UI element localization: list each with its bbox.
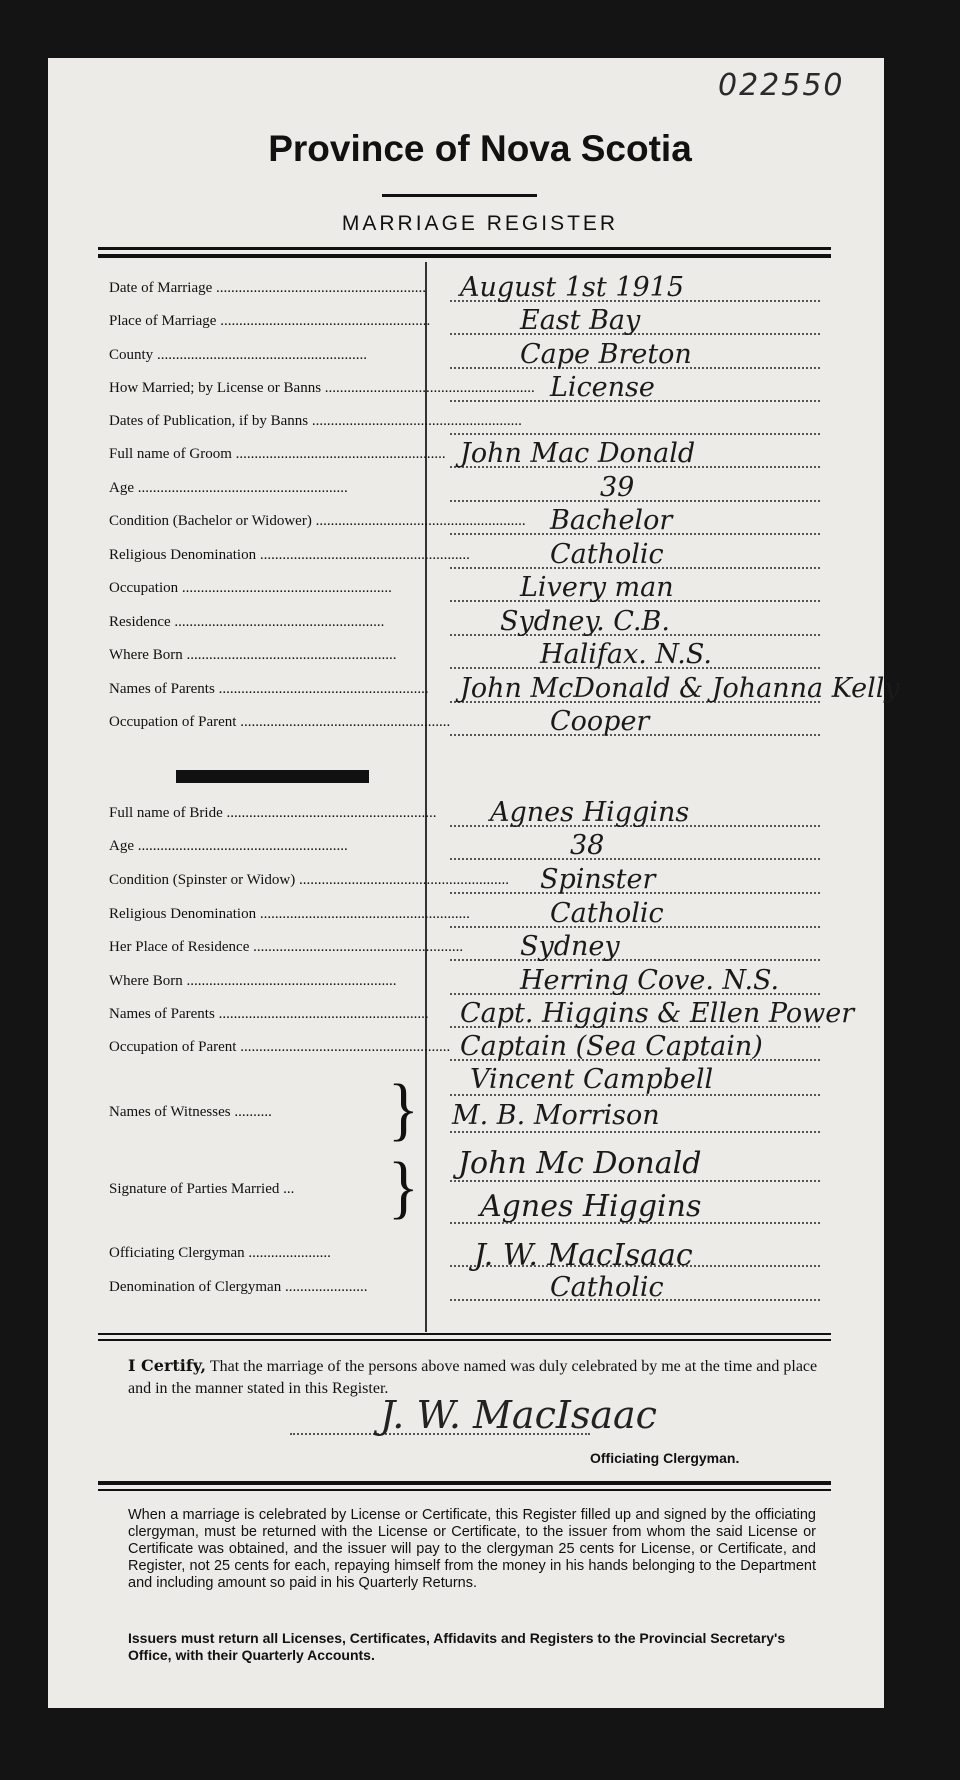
bride-signature: Agnes Higgins xyxy=(480,1189,702,1224)
field-label-text: County xyxy=(109,347,154,363)
parties-brace: } xyxy=(388,1147,419,1226)
witness-2-value: M. B. Morrison xyxy=(452,1100,660,1131)
field-label-text: Age xyxy=(109,838,134,854)
field-label-text: Condition (Bachelor or Widower) xyxy=(109,513,312,529)
field-label-text: Dates of Publication, if by Banns xyxy=(109,413,309,429)
field-label: Occupation ........................................................ xyxy=(109,580,392,596)
field-label: Dates of Publication, if by Banns ........................................................ xyxy=(109,413,522,429)
footer-rule-top xyxy=(98,1481,831,1485)
field-label: Age ........................................................ xyxy=(109,480,348,496)
certify-body: That the marriage of the persons above named was duly celebrated by me at the time and place and in the manner stated in this Register. xyxy=(128,1358,818,1397)
field-label-text: Place of Marriage xyxy=(109,313,217,329)
officiating-clergyman-label: Officiating Clergyman ...................... xyxy=(109,1245,331,1261)
field-label: Place of Marriage ........................................................ xyxy=(109,313,431,329)
field-value: Sydney xyxy=(520,931,620,962)
field-label-text: Religious Denomination xyxy=(109,547,257,563)
field-label-text: Names of Parents xyxy=(109,681,215,697)
field-value: Cooper xyxy=(550,706,650,737)
field-label: Names of Parents ........................................................ xyxy=(109,681,429,697)
field-value: East Bay xyxy=(520,305,641,336)
footer-rule-bottom xyxy=(98,1489,831,1491)
field-value: John Mac Donald xyxy=(460,438,696,469)
field-value: Cape Breton xyxy=(520,339,692,370)
issuers-notice: Issuers must return all Licenses, Certificates, Affidavits and Registers to the Provincial Secretary's Office, with their Quarterly Accounts. xyxy=(128,1630,786,1663)
field-value: License xyxy=(550,372,655,403)
groom-signature: John Mc Donald xyxy=(458,1146,702,1181)
field-value: Captain (Sea Captain) xyxy=(460,1031,763,1062)
field-label: Religious Denomination ........................................................ xyxy=(109,906,470,922)
field-label: Her Place of Residence ........................................................ xyxy=(109,939,464,955)
certify-lead: I Certify, xyxy=(128,1356,207,1375)
field-label-text: Residence xyxy=(109,614,171,630)
clergy-signature: J. W. MacIsaac xyxy=(380,1393,657,1437)
document-number: 022550 xyxy=(718,68,845,103)
header-rule-bottom xyxy=(98,254,831,258)
parties-label: Signature of Parties Married ... xyxy=(109,1181,295,1197)
field-label: Residence ........................................................ xyxy=(109,614,385,630)
field-value: Bachelor xyxy=(550,505,673,536)
field-value: Sydney. C.B. xyxy=(500,606,670,637)
field-value: 38 xyxy=(570,830,605,861)
field-label-text: Condition (Spinster or Widow) xyxy=(109,872,296,888)
field-value: Spinster xyxy=(540,864,656,895)
field-entry-line xyxy=(450,500,820,502)
field-value: John McDonald & Johanna Kelly xyxy=(460,673,900,704)
field-value: August 1st 1915 xyxy=(460,272,685,303)
field-label-text: Religious Denomination xyxy=(109,906,257,922)
field-entry-line xyxy=(450,433,820,435)
field-value: Capt. Higgins & Ellen Power xyxy=(460,998,855,1029)
witness-1-value: Vincent Campbell xyxy=(470,1064,714,1095)
field-value: Halifax. N.S. xyxy=(540,639,712,670)
field-value: Catholic xyxy=(550,898,664,929)
title-underline xyxy=(382,194,537,197)
field-label: Condition (Spinster or Widow) ........................................................ xyxy=(109,872,509,888)
field-value: Catholic xyxy=(550,539,664,570)
field-label: Religious Denomination ........................................................ xyxy=(109,547,470,563)
clergy-denomination-value: Catholic xyxy=(550,1272,664,1303)
field-label: Full name of Groom ........................................................ xyxy=(109,446,446,462)
field-label: How Married; by License or Banns ........................................................ xyxy=(109,380,535,396)
certify-rule-bottom xyxy=(98,1339,831,1341)
instructions-text: When a marriage is celebrated by License or Certificate, this Register filled up and signed by the officiating clergyman, must be returned with the License or Certificate, to the issuer from whom the said License or Certificate was obtained, and the issuer will pay to the clergyman 25 cents for License, or Certificate, and Register, not 25 cents for each, repaying himself from the money in his hands belonging to the Department and including amount so paid in his Quarterly Returns. xyxy=(128,1507,816,1591)
field-label: Date of Marriage ........................................................ xyxy=(109,280,427,296)
field-label-text: Where Born xyxy=(109,647,183,663)
field-label-text: Where Born xyxy=(109,973,183,989)
field-label: Occupation of Parent ........................................................ xyxy=(109,1039,451,1055)
field-label: Occupation of Parent ........................................................ xyxy=(109,714,451,730)
field-entry-line xyxy=(450,858,820,860)
field-value: 39 xyxy=(600,472,635,503)
field-label-text: Occupation of Parent xyxy=(109,714,237,730)
field-label: County ........................................................ xyxy=(109,347,367,363)
witness-line-2 xyxy=(450,1131,820,1133)
signer-label: Officiating Clergyman. xyxy=(590,1450,740,1466)
certify-rule-top xyxy=(98,1333,831,1335)
field-label-text: Full name of Groom xyxy=(109,446,232,462)
field-label: Age ........................................................ xyxy=(109,838,348,854)
field-value: Agnes Higgins xyxy=(490,797,690,828)
field-value: Herring Cove. N.S. xyxy=(520,965,780,996)
page-title: Province of Nova Scotia xyxy=(268,128,692,169)
field-label-text: Names of Parents xyxy=(109,1006,215,1022)
witnesses-brace: } xyxy=(388,1069,419,1148)
officiating-clergyman-value: J. W. MacIsaac xyxy=(474,1238,693,1273)
field-label: Full name of Bride ........................................................ xyxy=(109,805,437,821)
register-subtitle: MARRIAGE REGISTER xyxy=(341,212,619,235)
field-label: Where Born ........................................................ xyxy=(109,973,397,989)
header-rule-top xyxy=(98,247,831,250)
bride-section-divider xyxy=(176,770,369,783)
field-entry-line xyxy=(450,959,820,961)
field-label-text: Date of Marriage xyxy=(109,280,213,296)
field-value: Livery man xyxy=(520,572,674,603)
field-label: Names of Parents ........................................................ xyxy=(109,1006,429,1022)
field-label-text: Full name of Bride xyxy=(109,805,223,821)
field-label: Condition (Bachelor or Widower) ........................................................ xyxy=(109,513,526,529)
clergy-denomination-label: Denomination of Clergyman ...................... xyxy=(109,1279,368,1295)
witnesses-label: Names of Witnesses .......... xyxy=(109,1104,272,1120)
field-label-text: Occupation of Parent xyxy=(109,1039,237,1055)
field-label: Where Born ........................................................ xyxy=(109,647,397,663)
field-label-text: Age xyxy=(109,480,134,496)
field-label-text: Her Place of Residence xyxy=(109,939,250,955)
field-label-text: Occupation xyxy=(109,580,179,596)
field-label-text: How Married; by License or Banns xyxy=(109,380,322,396)
